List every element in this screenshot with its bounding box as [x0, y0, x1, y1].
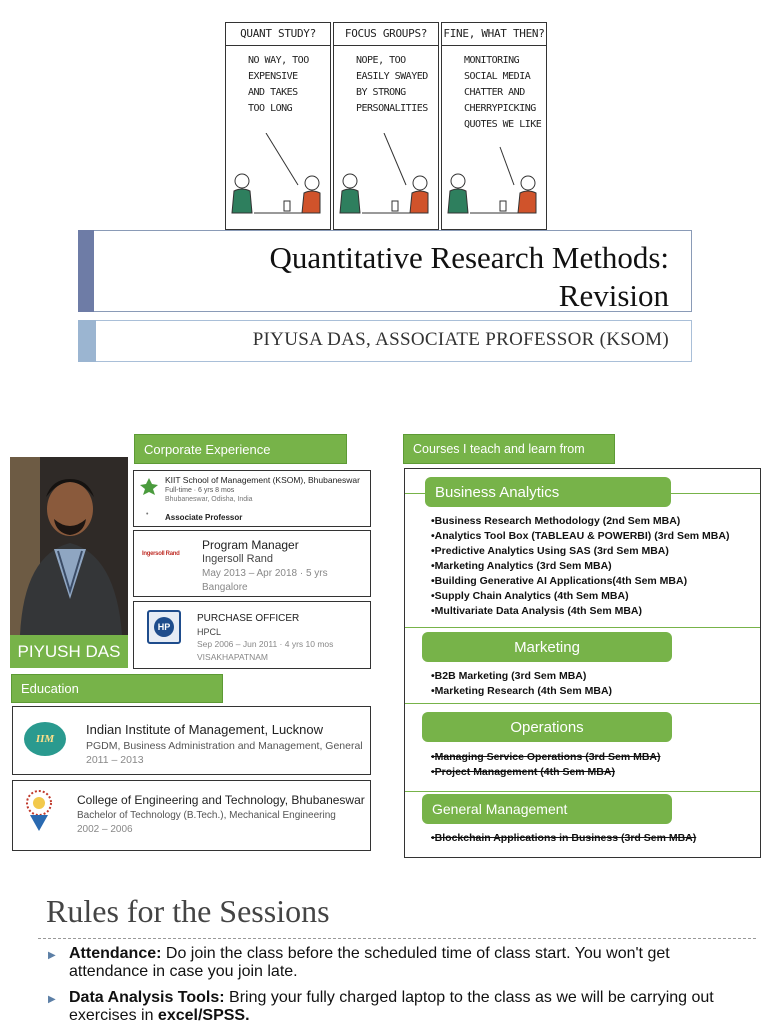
- ingersoll-logo-icon: Ingersoll Rand: [142, 551, 180, 557]
- rule-label: Attendance:: [69, 945, 162, 962]
- ksom-logo-icon: [138, 476, 160, 496]
- comic-caption: QUANT STUDY?: [226, 23, 330, 46]
- comic-speech: NOPE, TOO EASILY SWAYED BY STRONG PERSONALITIES: [356, 55, 428, 114]
- course-item: •Predictive Analytics Using SAS (3rd Sem MBA): [431, 545, 669, 557]
- experience-card-ksom: [133, 470, 371, 527]
- cet-years: 2002 – 2006: [77, 824, 133, 835]
- rule-item-attendance: [48, 945, 748, 981]
- subtitle-box: [78, 320, 692, 362]
- comic-speech: NO WAY, TOO EXPENSIVE AND TAKES TOO LONG: [248, 55, 309, 114]
- course-item: •Marketing Research (4th Sem MBA): [431, 685, 613, 697]
- comic-panel: [225, 22, 331, 230]
- hpcl-logo-icon: [147, 610, 181, 644]
- hpcl-role: PURCHASE OFFICER: [197, 613, 300, 624]
- general-management-list: [431, 831, 696, 846]
- courses-panel: [404, 468, 761, 858]
- bullet-dot: •: [146, 511, 149, 518]
- course-item: •Analytics Tool Box (TABLEAU & POWERBI) (3rd Sem MBA): [431, 530, 730, 542]
- corporate-experience-label: Corporate Experience: [134, 434, 347, 464]
- courses-label: Courses I teach and learn from: [403, 434, 615, 464]
- course-item: •Project Management (4th Sem MBA): [431, 766, 615, 778]
- iim-degree: PGDM, Business Administration and Management, General: [86, 740, 363, 752]
- general-management-heading: General Management: [422, 794, 672, 824]
- comic-caption: FINE, WHAT THEN?: [442, 23, 546, 46]
- ksom-location: Bhubaneswar, Odisha, India: [165, 496, 253, 503]
- rule-label: Data Analysis Tools:: [69, 989, 225, 1006]
- course-item: •Blockchain Applications in Business (3rd Sem MBA): [431, 832, 697, 844]
- education-label: Education: [11, 674, 223, 703]
- course-item: •Business Research Methodology (2nd Sem MBA): [431, 515, 681, 527]
- ksom-org: KIIT School of Management (KSOM), Bhubaneswar: [165, 475, 360, 485]
- rules-title: Rules for the Sessions: [46, 893, 330, 929]
- rules-divider: [38, 938, 756, 939]
- divider: [405, 703, 760, 704]
- iim-logo-icon: IIM: [24, 722, 66, 756]
- divider: [405, 627, 760, 628]
- slide-title: Quantitative Research Methods: Revision: [269, 240, 669, 313]
- slide-subtitle: PIYUSA DAS, ASSOCIATE PROFESSOR (KSOM): [252, 329, 669, 350]
- subtitle-accent-bar: [78, 320, 96, 362]
- title-box: [78, 230, 692, 312]
- ingersoll-dates: May 2013 – Apr 2018 · 5 yrs: [202, 568, 328, 579]
- business-analytics-heading: Business Analytics: [425, 477, 671, 507]
- education-card-iim: [12, 706, 371, 775]
- hpcl-dates: Sep 2006 – Jun 2011 · 4 yrs 10 mos: [197, 639, 334, 649]
- people-illustration-icon: [226, 133, 330, 229]
- rule-item-tools: [48, 989, 748, 1025]
- ksom-detail: Full-time · 6 yrs 8 mos: [165, 487, 235, 494]
- divider: [405, 791, 760, 792]
- iim-years: 2011 – 2013: [86, 754, 144, 766]
- comic-caption: FOCUS GROUPS?: [334, 23, 438, 46]
- portrait-icon: [10, 457, 128, 635]
- cet-school: College of Engineering and Technology, Bhubaneswar: [77, 793, 365, 807]
- profile-name-tag: PIYUSH DAS: [10, 635, 128, 668]
- rule-text: Do join the class before the scheduled time of class start. You won't get attendance in case you join late.: [69, 945, 670, 980]
- ingersoll-org: Ingersoll Rand: [202, 553, 273, 565]
- people-illustration-icon: [334, 133, 438, 229]
- course-item: •Multivariate Data Analysis (4th Sem MBA): [431, 605, 643, 617]
- marketing-list: [431, 669, 612, 699]
- comic-panel: [441, 22, 547, 230]
- experience-card-hpcl: [133, 601, 371, 669]
- course-item: •Supply Chain Analytics (4th Sem MBA): [431, 590, 629, 602]
- ingersoll-role: Program Manager: [202, 538, 299, 552]
- rule-text: Bring your fully charged laptop to the class as we will be carrying out exercises in: [69, 989, 714, 1024]
- iim-school: Indian Institute of Management, Lucknow: [86, 722, 324, 737]
- bullet-arrow-icon: ▶: [48, 950, 56, 961]
- ingersoll-place: Bangalore: [202, 582, 248, 593]
- cet-degree: Bachelor of Technology (B.Tech.), Mechanical Engineering: [77, 810, 336, 821]
- education-card-cet: [12, 780, 371, 851]
- comic-strip: [225, 22, 547, 230]
- profile-photo: [10, 457, 128, 635]
- cet-logo-icon: [24, 789, 54, 833]
- comic-panel: [333, 22, 439, 230]
- ksom-role: Associate Professor: [165, 513, 243, 522]
- course-item: •Building Generative AI Applications(4th Sem MBA): [431, 575, 688, 587]
- comic-speech: MONITORING SOCIAL MEDIA CHATTER AND CHERRYPICKING QUOTES WE LIKE: [464, 55, 542, 130]
- experience-card-ingersoll: [133, 530, 371, 597]
- hpcl-org: HPCL: [197, 627, 222, 637]
- course-item: •Marketing Analytics (3rd Sem MBA): [431, 560, 612, 572]
- hpcl-place: VISAKHAPATNAM: [197, 652, 269, 662]
- people-illustration-icon: [442, 133, 546, 229]
- marketing-heading: Marketing: [422, 632, 672, 662]
- course-item: •Managing Service Operations (3rd Sem MBA): [431, 751, 661, 763]
- hp-mark: HP: [154, 617, 174, 637]
- operations-list: [431, 750, 660, 780]
- title-accent-bar: [78, 230, 94, 312]
- operations-heading: Operations: [422, 712, 672, 742]
- business-analytics-list: [431, 514, 729, 619]
- course-item: •B2B Marketing (3rd Sem MBA): [431, 670, 587, 682]
- rule-emphasis: excel/SPSS.: [157, 1007, 250, 1024]
- bullet-arrow-icon: ▶: [48, 994, 56, 1005]
